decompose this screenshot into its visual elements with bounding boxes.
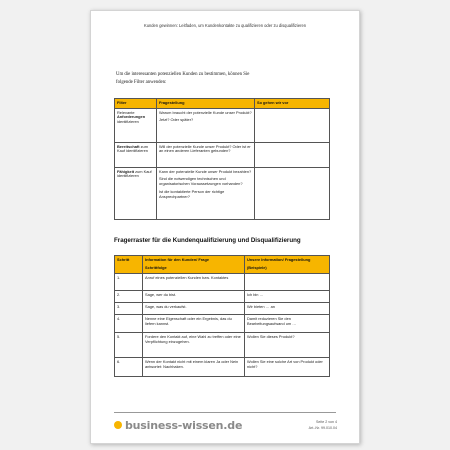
step-cell: 6. <box>115 358 143 377</box>
logo: business-wissen.de <box>125 419 243 432</box>
table-row <box>115 108 330 142</box>
info-cell: Anruf eines potenziellen Kunden bzw. Kontaktes <box>143 274 245 291</box>
ours-cell: Wir bieten … an <box>245 303 330 315</box>
table-row <box>115 333 330 358</box>
approach-cell <box>255 108 330 142</box>
col-header-info: Information für den Kunden/ Frage Schrittfolge <box>143 256 245 274</box>
info-cell: Sage, wer du bist. <box>143 291 245 303</box>
filter-cell: Bereitschaft zum Kauf identifizieren <box>115 142 157 167</box>
question-table-header <box>115 256 330 274</box>
section-title: Fragerraster für die Kundenqualifizierung und Disqualifizierung <box>114 237 301 244</box>
question-cell: Kann der potenzielle Kunde unser Produkt bezahlen? Sind die notwendigen technischen und organisatorischen Voraussetzungen vorhanden? Ist die kontaktierte Person der richtige Ansprechpartner? <box>157 167 255 219</box>
info-cell: Nenne eine Eigenschaft oder ein Ergebnis, das du liefern kannst. <box>143 315 245 333</box>
document-page <box>90 10 360 444</box>
info-cell: Fordere den Kontakt auf, eine Wahl zu treffen oder eine Verpflichtung einzugehen. <box>143 333 245 358</box>
col-header-filter: Filter <box>115 99 157 109</box>
intro-line-1: Um die interessanten potenziellen Kunden zu bestimmen, können Sie <box>116 72 250 77</box>
intro-line-2: folgende Filter anwenden: <box>116 80 167 85</box>
page-number: Seite 2 von 4 <box>316 420 337 424</box>
table-row <box>115 303 330 315</box>
col-header-question: Fragestellung <box>157 99 255 109</box>
step-cell: 5. <box>115 333 143 358</box>
footer-divider <box>114 412 336 413</box>
table-row <box>115 274 330 291</box>
ours-cell: Wollen Sie dieses Produkt? <box>245 333 330 358</box>
table-row <box>115 167 330 219</box>
logo-dot-icon <box>114 421 122 429</box>
info-cell: Wenn der Kontakt nicht mit einem klaren Ja oder Nein antwortet: Nachhaken. <box>143 358 245 377</box>
article-number: Art.-Nr. 99.010.04 <box>308 426 337 430</box>
step-cell: 3. <box>115 303 143 315</box>
table-row <box>115 291 330 303</box>
col-header-step: Schritt <box>115 256 143 274</box>
table-row <box>115 142 330 167</box>
step-cell: 1. <box>115 274 143 291</box>
col-header-ours: Unsere Information/ Fragestellung (Beispiele) <box>245 256 330 274</box>
ours-cell: Damit reduzieren Sie den Bearbeitungsaufwand um … <box>245 315 330 333</box>
intro-paragraph <box>116 71 316 87</box>
approach-cell <box>255 142 330 167</box>
question-cell: Warum braucht der potenzielle Kunde unser Produkt? Jetzt? Oder später? <box>157 108 255 142</box>
filter-cell: Fähigkeit zum Kauf identifizieren <box>115 167 157 219</box>
col-header-approach: So gehen wir vor <box>255 99 330 109</box>
question-cell: Will der potenzielle Kunde unser Produkt? Oder ist er an einen anderen Lieferanten gebunden? <box>157 142 255 167</box>
step-cell: 2. <box>115 291 143 303</box>
ours-cell: Ich bin … <box>245 291 330 303</box>
approach-cell <box>255 167 330 219</box>
ours-cell: Wollen Sie eine solche Art von Produkt oder nicht? <box>245 358 330 377</box>
filter-table <box>114 98 330 220</box>
running-header: Kunden gewinnen: Leitfaden, um Kundenkontakte zu qualifizieren oder zu disqualifizieren <box>143 23 307 28</box>
filter-cell: Relevante Anforderungen identifizieren <box>115 108 157 142</box>
table-row <box>115 358 330 377</box>
info-cell: Sage, was du verkaufst. <box>143 303 245 315</box>
step-cell: 4. <box>115 315 143 333</box>
ours-cell <box>245 274 330 291</box>
table-row <box>115 315 330 333</box>
filter-table-header <box>115 99 330 109</box>
question-table <box>114 255 330 377</box>
